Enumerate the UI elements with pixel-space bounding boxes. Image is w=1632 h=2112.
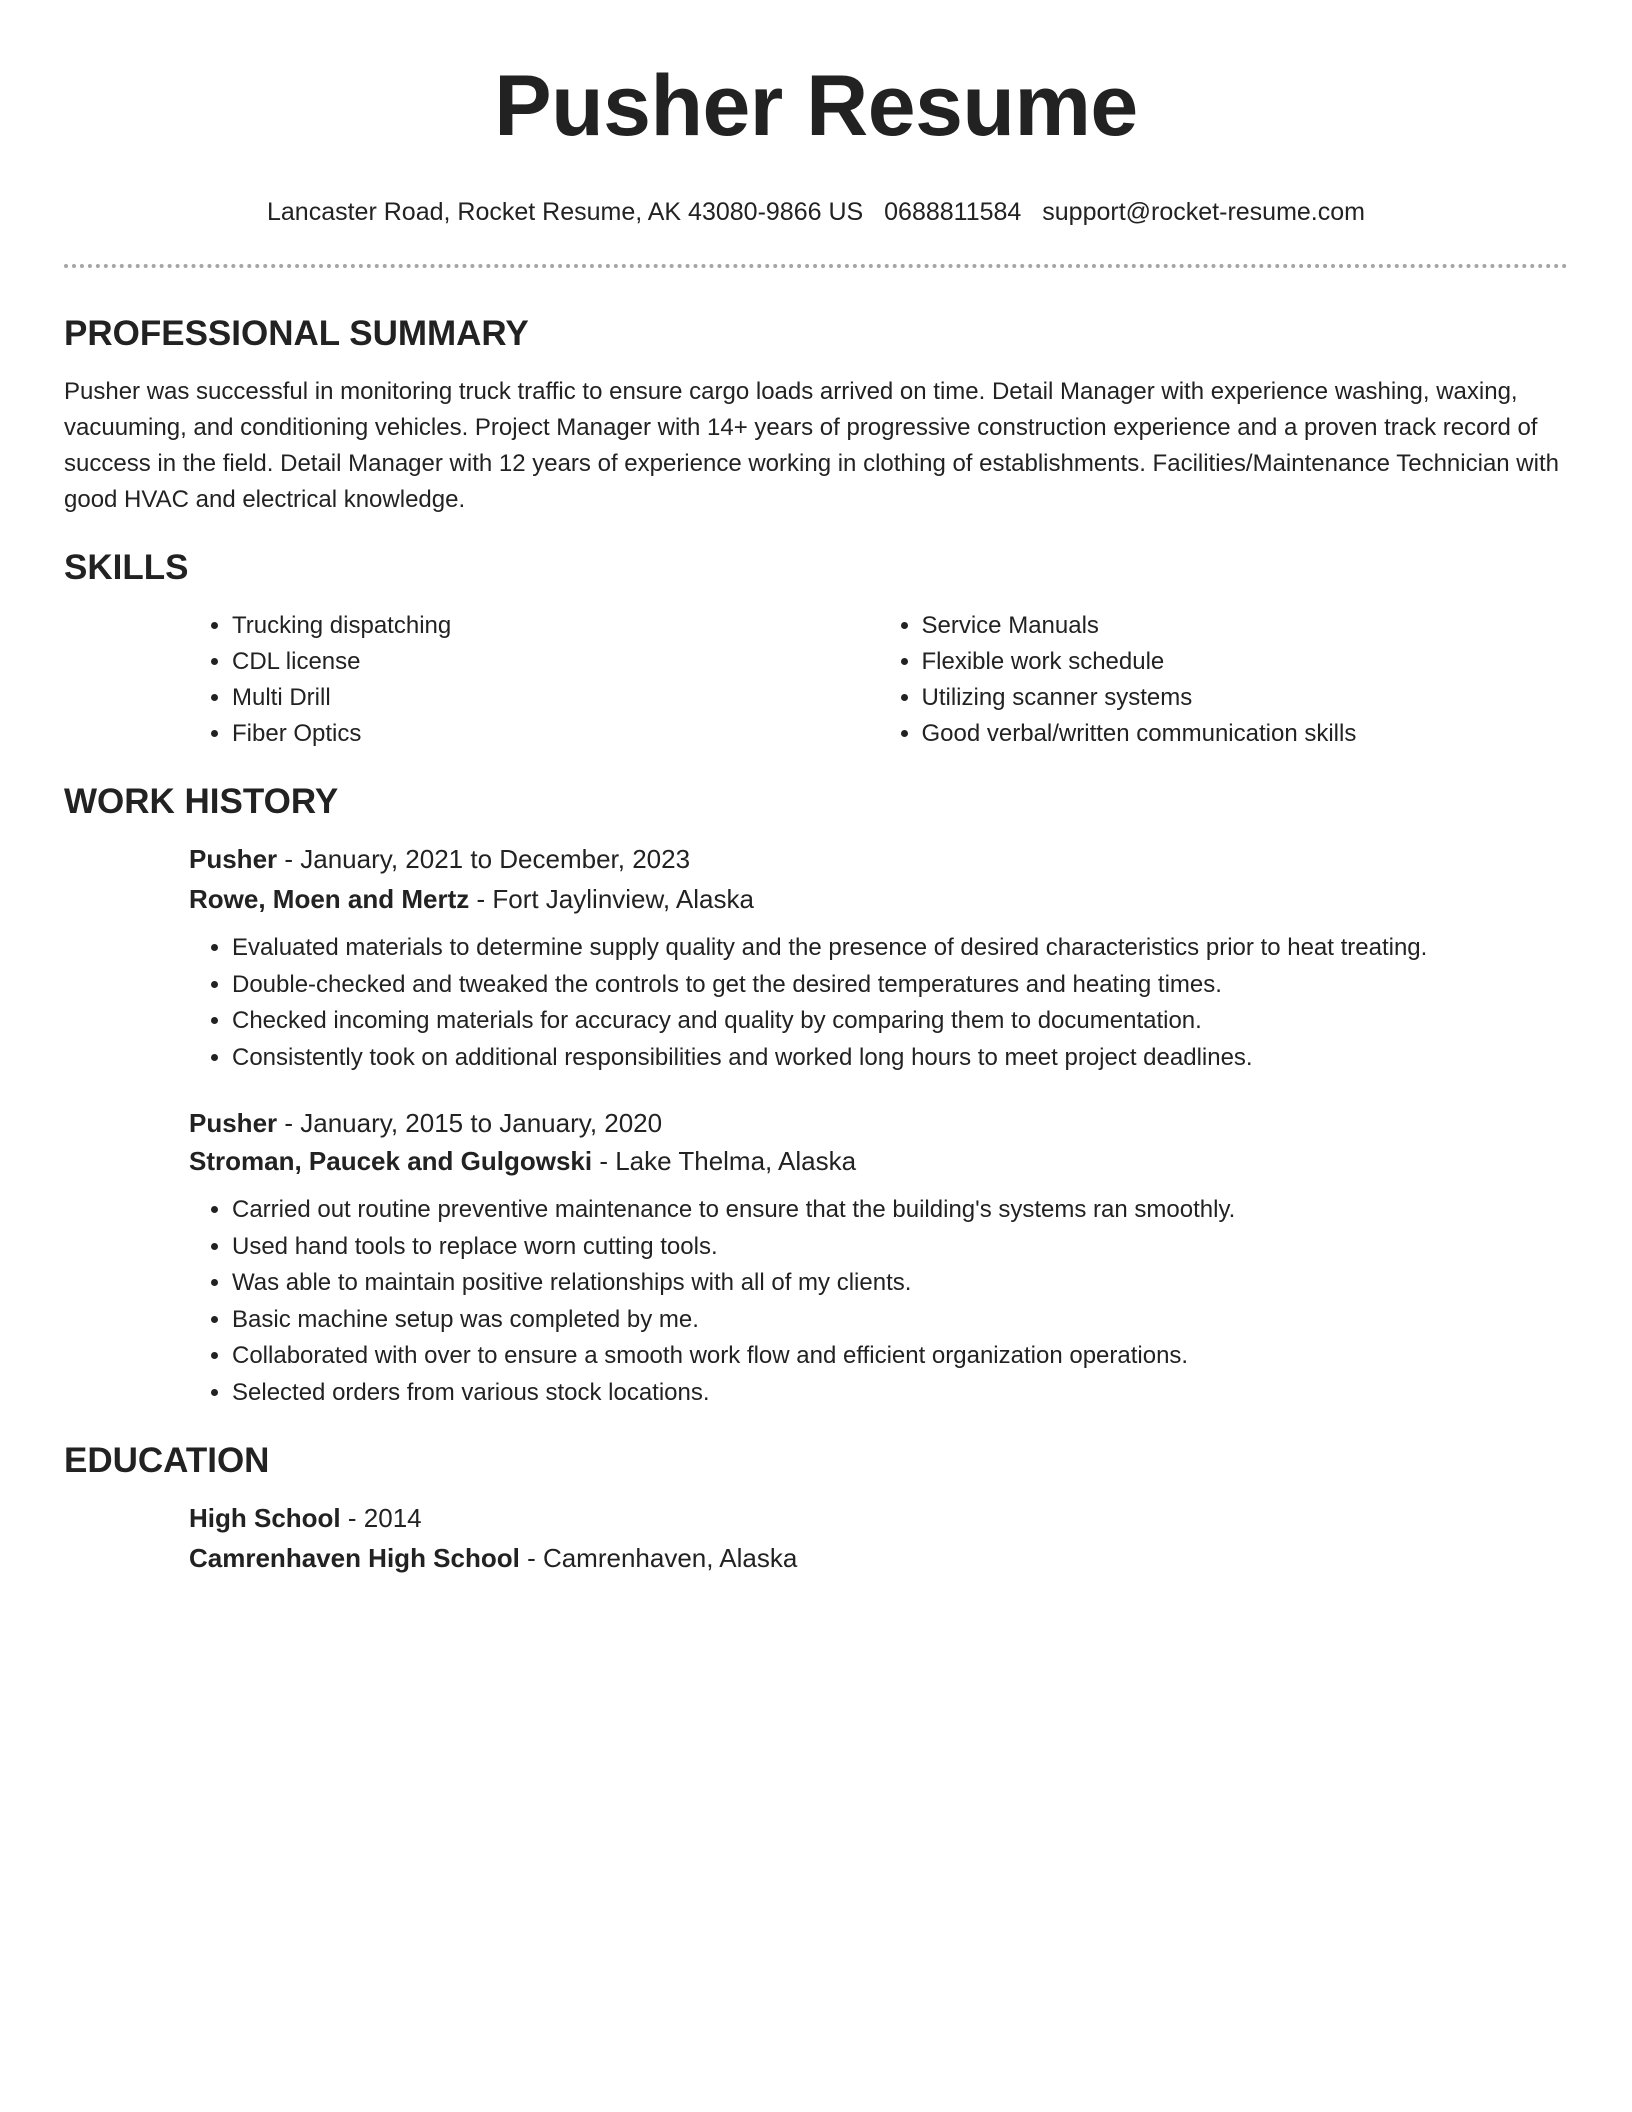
contact-phone: 0688811584 xyxy=(884,198,1022,226)
skill-item: • Fiber Optics xyxy=(232,716,879,752)
skill-item: • CDL license xyxy=(232,644,879,680)
job-role: Pusher xyxy=(189,1108,278,1138)
job-location: - Fort Jaylinview, Alaska xyxy=(469,884,754,914)
job-title-line xyxy=(189,1106,1568,1140)
job-bullet: • Evaluated materials to determine supply quality and the presence of desired characteristics prior to heat treating. xyxy=(232,930,1568,967)
education-entry xyxy=(189,1501,1568,1575)
job-bullet: • Basic machine setup was completed by me. xyxy=(232,1302,1568,1339)
section-title-work: WORK HISTORY xyxy=(64,782,339,821)
job-entry xyxy=(189,1106,1568,1411)
skill-item: • Flexible work schedule xyxy=(922,644,1569,680)
skill-item: • Service Manuals xyxy=(922,608,1569,644)
education-year: - 2014 xyxy=(340,1503,422,1533)
job-entry xyxy=(189,842,1568,1076)
section-title-summary: PROFESSIONAL SUMMARY xyxy=(64,314,529,353)
job-dates: - January, 2021 to December, 2023 xyxy=(277,844,691,874)
job-company: Rowe, Moen and Mertz xyxy=(189,884,470,914)
contact-line xyxy=(64,196,1568,228)
skills-list xyxy=(189,608,1568,752)
education-location: - Camrenhaven, Alaska xyxy=(519,1543,798,1573)
education-school: Camrenhaven High School xyxy=(189,1543,520,1573)
skill-item: • Utilizing scanner systems xyxy=(922,680,1569,716)
job-bullet: • Carried out routine preventive maintenance to ensure that the building's systems ran smoothly. xyxy=(232,1192,1568,1229)
section-title-skills: SKILLS xyxy=(64,548,189,587)
education-degree: High School xyxy=(189,1503,341,1533)
job-dates: - January, 2015 to January, 2020 xyxy=(277,1108,663,1138)
summary-text: Pusher was successful in monitoring truck traffic to ensure cargo loads arrived on time. Detail Manager with experience washing, waxing, vacuuming, and conditioning vehicles. Project Manager with 14+ years of progressive construction experience and a proven track record of success in the field. Detail Manager with 12 years of experience working in clothing of establishments. Facilities/Maintenance Technician with good HVAC and electrical knowledge. xyxy=(64,378,1559,513)
job-bullet: • Was able to maintain positive relationships with all of my clients. xyxy=(232,1265,1568,1302)
resume-name: Pusher Resume xyxy=(494,58,1138,154)
section-title-education: EDUCATION xyxy=(64,1441,270,1480)
header-divider xyxy=(64,264,1568,268)
job-company-line xyxy=(189,1144,1568,1178)
job-bullet: • Collaborated with over to ensure a smooth work flow and efficient organization operations. xyxy=(232,1338,1568,1375)
contact-address: Lancaster Road, Rocket Resume, AK 43080-9866 US xyxy=(267,198,864,226)
job-bullet: • Selected orders from various stock locations. xyxy=(232,1375,1568,1412)
skill-item: • Trucking dispatching xyxy=(232,608,879,644)
job-title-line xyxy=(189,842,1568,876)
job-bullet: • Consistently took on additional responsibilities and worked long hours to meet project deadlines. xyxy=(232,1040,1568,1077)
job-bullet: • Checked incoming materials for accuracy and quality by comparing them to documentation. xyxy=(232,1003,1568,1040)
skills-column-right xyxy=(879,608,1569,752)
job-company: Stroman, Paucek and Gulgowski xyxy=(189,1146,593,1176)
job-location: - Lake Thelma, Alaska xyxy=(592,1146,857,1176)
job-bullets xyxy=(189,1192,1568,1411)
job-bullet: • Double-checked and tweaked the controls to get the desired temperatures and heating times. xyxy=(232,967,1568,1004)
skills-column-left xyxy=(189,608,879,752)
skill-item: • Good verbal/written communication skills xyxy=(922,716,1569,752)
job-company-line xyxy=(189,882,1568,916)
education-degree-line xyxy=(189,1501,1568,1535)
job-bullets xyxy=(189,930,1568,1076)
job-bullet: • Used hand tools to replace worn cutting tools. xyxy=(232,1229,1568,1266)
skill-item: • Multi Drill xyxy=(232,680,879,716)
contact-email: support@rocket-resume.com xyxy=(1042,198,1365,226)
education-school-line xyxy=(189,1541,1568,1575)
job-role: Pusher xyxy=(189,844,278,874)
